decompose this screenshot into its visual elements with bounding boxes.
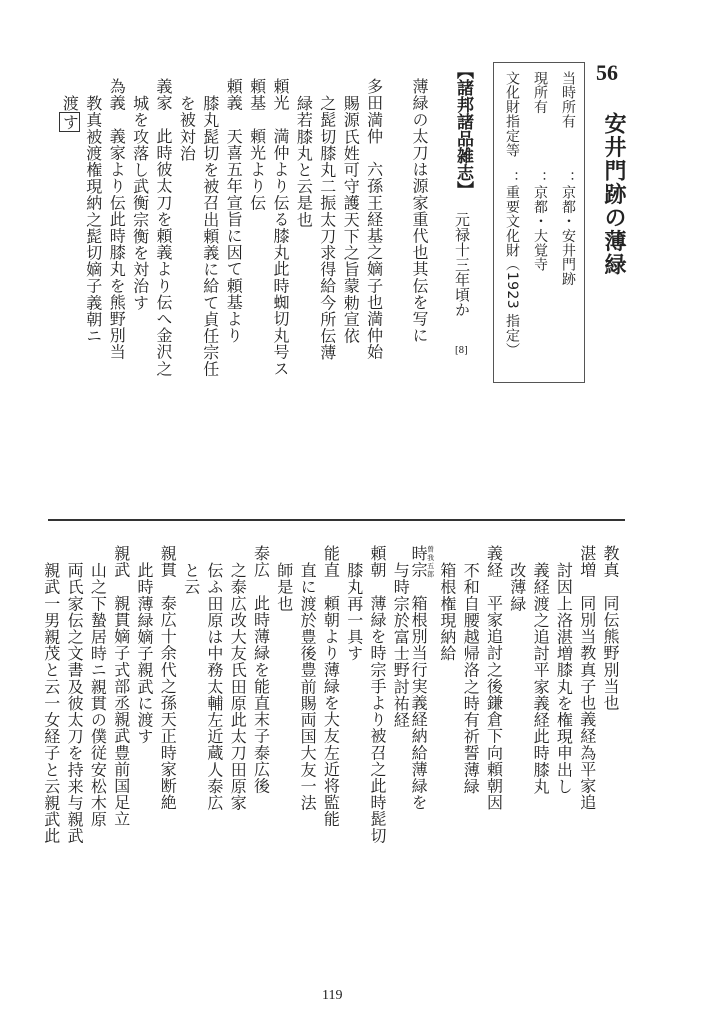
text-column (316, 95, 338, 361)
column-text: 不和自腰越帰洛之時有祈誓薄緑 (461, 562, 481, 795)
footnote-ref: [8] (455, 346, 468, 356)
column-text: 賜源氏姓可守護天下之旨蒙勅宣依 (341, 95, 361, 344)
page-title: 安井門跡の薄緑 (601, 112, 626, 277)
head-text: 時宗 (409, 545, 429, 579)
column-text: 為義 義家より伝此時膝丸を熊野別当 (107, 78, 127, 361)
text-column (152, 78, 174, 377)
column-text: 頼基 頼光より伝 (247, 78, 267, 211)
info-box (493, 62, 585, 383)
column-text: 改薄緑 (507, 562, 527, 612)
column-text: 頼朝 薄緑を時宗手より被召之此時髭切 (368, 545, 387, 844)
text-column (506, 562, 528, 612)
info-value-current-owner: ：京都・大覚寺 (532, 171, 548, 272)
text-column (63, 562, 85, 844)
text-column (203, 562, 225, 811)
column-text: 箱根権現納給 (437, 562, 457, 662)
column-text: 親貫 泰広十余代之孫天正時家断絶 (158, 545, 178, 811)
source-date: 元禄十三年頃か (453, 212, 471, 317)
text-column (269, 78, 291, 377)
column-text: 山之下蟄居時ニ親貫の僕従安松木原 (88, 562, 108, 828)
text-column (246, 78, 268, 211)
column-head (409, 545, 435, 579)
column-text: 城を攻落し武衡宗衡を対治す (130, 95, 150, 311)
boxed-character: す (60, 113, 80, 131)
text-column (339, 95, 361, 344)
column-text: 伝ふ田原は中務太輔左近蔵人泰広 (204, 562, 224, 811)
text-column (389, 562, 411, 728)
info-value-designation: ：重要文化財（1923 指定） (504, 171, 520, 358)
column-text: 多田満仲 六孫王経基之嫡子也満仲始 (364, 78, 384, 361)
text-column (40, 562, 62, 844)
text-column (459, 562, 481, 794)
column-text: 頼光 満仲より伝る膝丸此時蜘切丸号ス (271, 78, 290, 377)
text-column (250, 545, 272, 794)
text-column (180, 562, 202, 595)
text-column (576, 545, 598, 811)
info-label-designation: 文化財指定等 (504, 71, 520, 158)
text-column (226, 562, 248, 811)
entry-number: 56 (596, 60, 618, 85)
info-label-former-owner: 当時所有 (560, 71, 576, 129)
column-text: 師是也 (274, 562, 294, 612)
text-column (105, 78, 127, 360)
text-column (436, 562, 458, 662)
column-text: 討因上洛湛増膝丸を権現申出し (554, 562, 574, 795)
section-divider (48, 519, 625, 521)
text-column (343, 562, 365, 662)
text-column (110, 545, 132, 827)
column-text: 頼義 天喜五年宣旨に因て頼基より (224, 78, 244, 344)
text-column (483, 545, 505, 811)
page-number: 119 (322, 988, 343, 1003)
column-text: 薄緑の太刀は源家重代也其伝を写に (410, 78, 429, 344)
text-column (319, 545, 341, 827)
text-column (366, 545, 388, 844)
text-column (175, 95, 197, 161)
column-text: 箱根別当行実義経納給薄緑を (409, 578, 429, 811)
text-column (58, 95, 80, 132)
column-text: 教真被渡権現納之髭切嫡子義朝ニ (83, 95, 103, 344)
column-text: 膝丸再一具す (344, 562, 364, 662)
text-column (552, 562, 574, 794)
column-text: 膝丸髭切を被召出頼義に給て貞任宗任 (200, 95, 220, 378)
column-text: 親武一男親茂と云一女経子と云親武此 (41, 562, 61, 845)
ruby-annotation: 曽我五郎 (426, 545, 435, 579)
column-text: を被対治 (177, 95, 197, 162)
column-text: 泰広 此時薄緑を能直末子泰広後 (251, 545, 271, 794)
column-text: 之髭切膝丸二振太刀求得給今所伝薄 (317, 95, 337, 361)
column-text: 親武 親貫嫡子式部丞親武豊前国足立 (111, 545, 131, 828)
text-column (133, 562, 155, 745)
text-column (82, 95, 104, 344)
text-column (408, 78, 430, 344)
column-text: 湛増 同別当教真子也義経為平家追 (577, 545, 597, 811)
column-text: 渡 (60, 95, 80, 112)
info-value-former-owner: ：京都・安井門跡 (560, 171, 576, 287)
column-text: 此時薄緑嫡子親武に渡す (135, 562, 154, 745)
source-title: 【諸邦諸品雑志】 (453, 62, 473, 198)
text-column (409, 545, 435, 811)
column-text: 両氏家伝之文書及彼太刀を持来与親武 (65, 562, 85, 845)
text-column (296, 562, 318, 811)
text-column (292, 95, 314, 228)
text-column (273, 562, 295, 612)
text-column (129, 95, 151, 311)
column-text: 之泰広改大友氏田原此太刀田原家 (228, 562, 248, 811)
column-text: 直に渡於豊後豊前賜両国大友一法 (298, 562, 318, 811)
text-column (222, 78, 244, 344)
text-column (363, 78, 385, 360)
column-text: 能直 頼朝より薄緑を大友左近将監能 (321, 545, 341, 828)
column-text: 義家 此時彼太刀を頼義より伝へ金沢之 (154, 78, 173, 377)
column-text: 緑若膝丸と云是也 (294, 95, 314, 228)
column-text: 義経 平家追討之後鎌倉下向頼朝因 (484, 545, 504, 811)
text-column (156, 545, 178, 811)
text-column (86, 562, 108, 828)
text-column (199, 95, 221, 377)
text-column (599, 545, 621, 711)
column-text: 義経渡之追討平家義経此時膝丸 (531, 562, 551, 795)
text-column (529, 562, 551, 794)
column-text: 教真 同伝熊野別当也 (601, 545, 620, 711)
column-text: 与時宗於富士野討祐経 (391, 562, 411, 728)
column-text: と云 (181, 562, 201, 596)
info-label-current-owner: 現所有 (532, 71, 548, 115)
